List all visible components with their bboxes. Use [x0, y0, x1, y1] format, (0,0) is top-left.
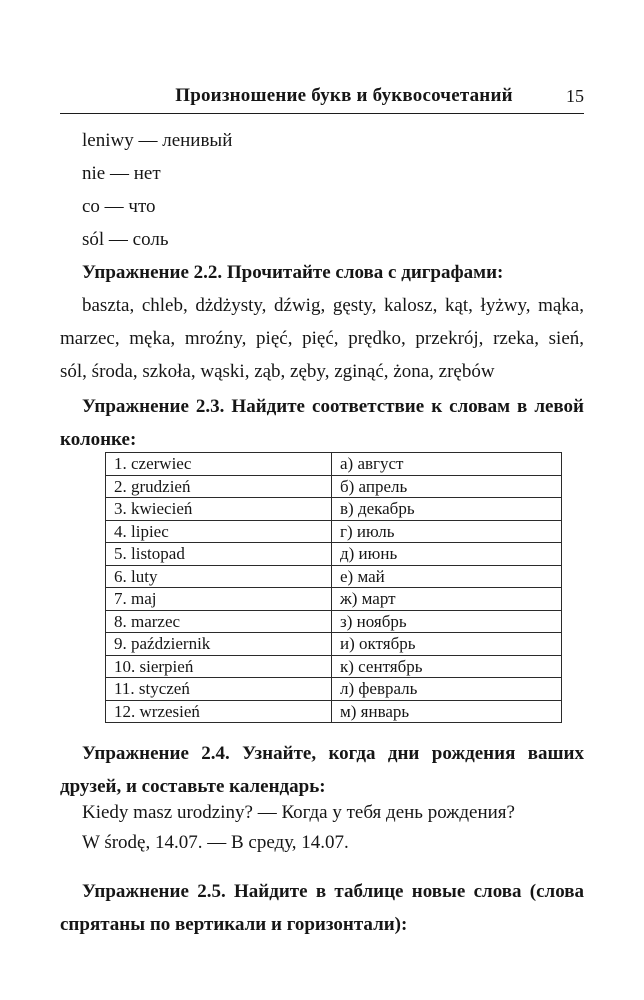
table-row: [106, 453, 562, 476]
polish-month-cell: 2. grudzień: [106, 475, 332, 498]
polish-month-cell: 3. kwiecień: [106, 498, 332, 521]
vocab-line: co — что: [82, 196, 156, 217]
russian-month-cell: б) апрель: [332, 475, 562, 498]
vocab-line: leniwy — ленивый: [82, 130, 233, 151]
russian-month-cell: е) май: [332, 565, 562, 588]
word-line: marzec, męka, mroźny, pięć, pięć, prędko, przekrój, rzeka, sień,: [60, 328, 584, 349]
polish-month-cell: 7. maj: [106, 588, 332, 611]
heading-line: Упражнение 2.2. Прочитайте слова с диграфами:: [82, 262, 504, 283]
heading-line: колонке:: [60, 429, 137, 450]
heading-line: друзей, и составьте календарь:: [60, 776, 326, 797]
polish-month-cell: 12. wrzesień: [106, 700, 332, 723]
polish-month-cell: 8. marzec: [106, 610, 332, 633]
polish-month-cell: 4. lipiec: [106, 520, 332, 543]
vocab-line: sól — соль: [82, 229, 169, 250]
table-row: [106, 498, 562, 521]
exercise-2-5-heading: [60, 875, 584, 941]
exercise-2-4-examples: [60, 798, 584, 858]
exercise-2-4-heading: [60, 737, 584, 803]
russian-month-cell: г) июль: [332, 520, 562, 543]
russian-month-cell: к) сентябрь: [332, 655, 562, 678]
polish-month-cell: 10. sierpień: [106, 655, 332, 678]
russian-month-cell: д) июнь: [332, 543, 562, 566]
polish-month-cell: 6. luty: [106, 565, 332, 588]
heading-line: Упражнение 2.5. Найдите в таблице новые слова (слова: [82, 881, 584, 902]
heading-line: Упражнение 2.4. Узнайте, когда дни рождения ваших: [82, 743, 584, 764]
example-line: W środę, 14.07. — В среду, 14.07.: [82, 832, 349, 853]
running-head-title: Произношение букв и буквосочетаний: [175, 85, 513, 106]
polish-month-cell: 1. czerwiec: [106, 453, 332, 476]
word-line: sól, środa, szkoła, wąski, ząb, zęby, zginąć, żona, zrębów: [60, 361, 495, 382]
heading-line: Упражнение 2.3. Найдите соответствие к словам в левой: [82, 396, 584, 417]
exercise-2-3-heading: [60, 390, 584, 456]
polish-month-cell: 11. styczeń: [106, 678, 332, 701]
russian-month-cell: в) декабрь: [332, 498, 562, 521]
table-row: [106, 655, 562, 678]
matching-table: [105, 452, 562, 723]
russian-month-cell: л) февраль: [332, 678, 562, 701]
table-row: [106, 475, 562, 498]
table-row: [106, 700, 562, 723]
example-line: Kiedy masz urodziny? — Когда у тебя день рождения?: [82, 802, 515, 823]
table-row: [106, 588, 562, 611]
heading-line: спрятаны по вертикали и горизонтали):: [60, 914, 408, 935]
table-row: [106, 520, 562, 543]
page-number: 15: [566, 86, 584, 106]
header-rule: [60, 113, 584, 114]
table-row: [106, 678, 562, 701]
vocab-line: nie — нет: [82, 163, 161, 184]
word-line: baszta, chleb, dżdżysty, dźwig, gęsty, kalosz, kąt, łyżwy, mąka,: [82, 295, 584, 316]
russian-month-cell: а) август: [332, 453, 562, 476]
russian-month-cell: м) январь: [332, 700, 562, 723]
page-header: [60, 0, 584, 108]
vocab-list: [60, 124, 584, 256]
exercise-2-2-heading: [60, 256, 584, 289]
exercise-2-2-words: [60, 289, 584, 388]
table-row: [106, 565, 562, 588]
table-row: [106, 610, 562, 633]
table-row: [106, 633, 562, 656]
russian-month-cell: и) октябрь: [332, 633, 562, 656]
polish-month-cell: 9. październik: [106, 633, 332, 656]
table-row: [106, 543, 562, 566]
russian-month-cell: з) ноябрь: [332, 610, 562, 633]
russian-month-cell: ж) март: [332, 588, 562, 611]
book-page: [60, 0, 584, 941]
polish-month-cell: 5. listopad: [106, 543, 332, 566]
